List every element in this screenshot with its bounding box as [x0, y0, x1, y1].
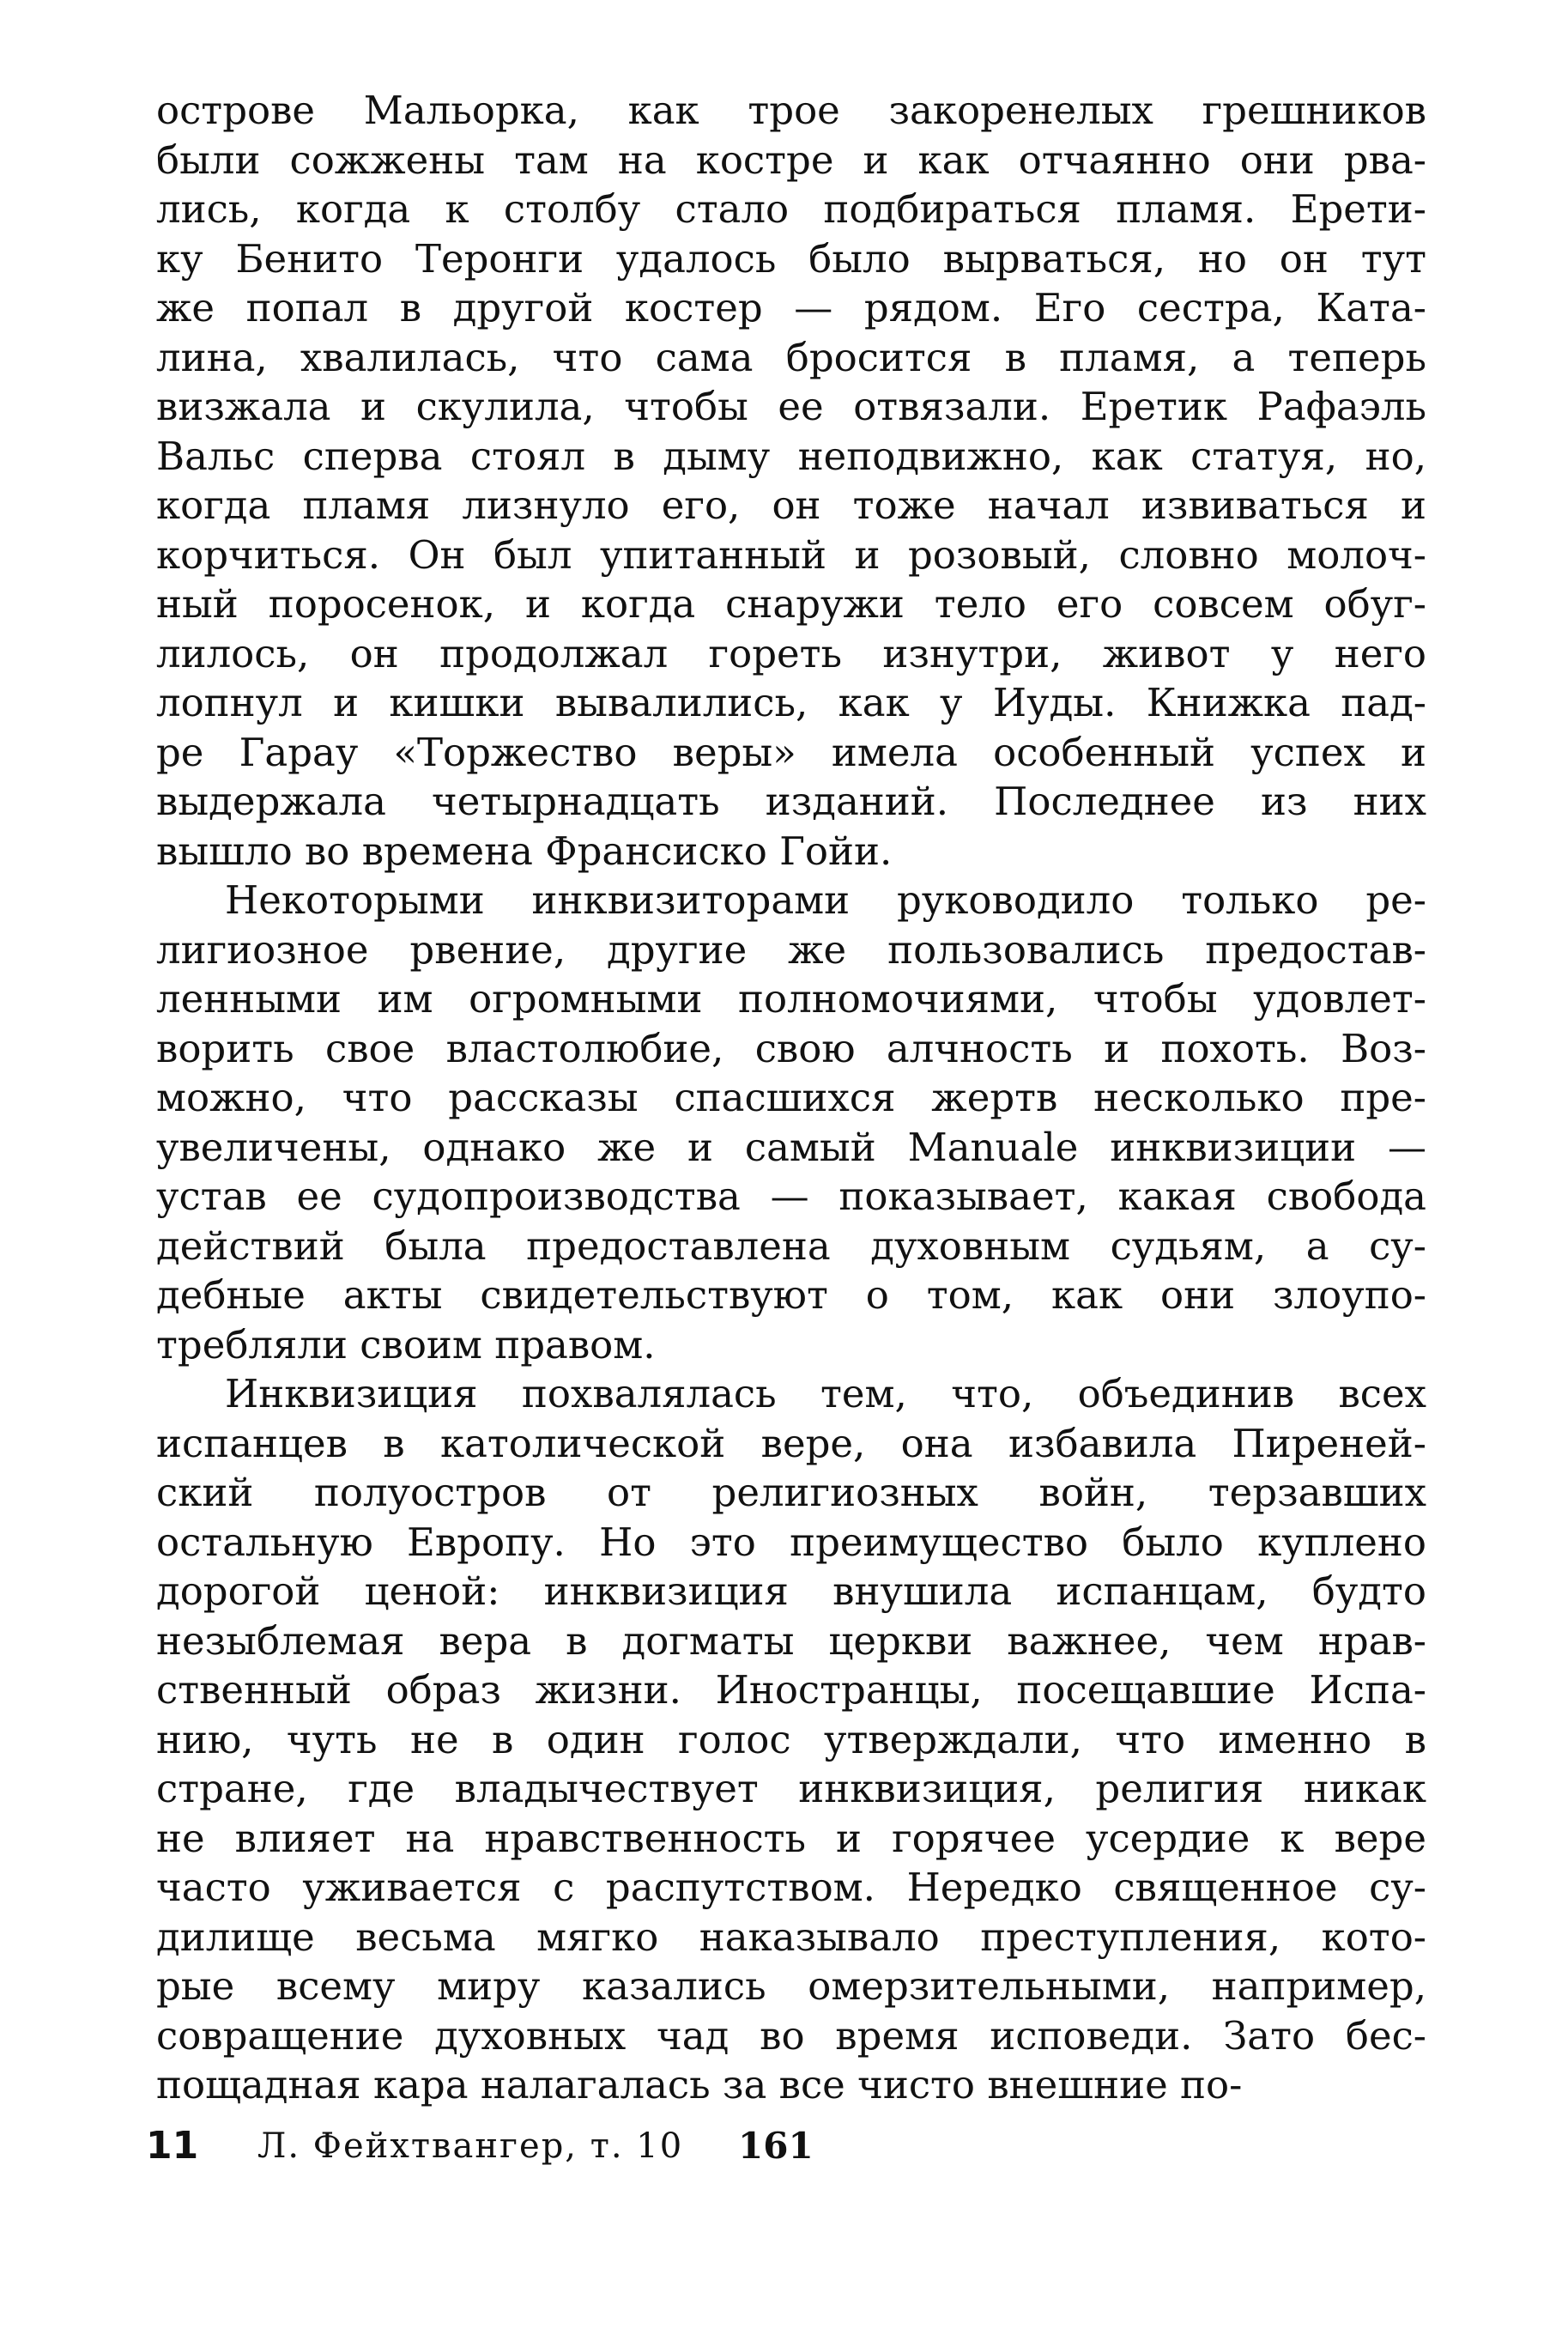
text-line: пощадная кара налагалась за все чисто внешние по-	[156, 2062, 1243, 2108]
text-line: ственный образ жизни. Иностранцы, посещавшие Испа-	[156, 1667, 1426, 1713]
text-line: испанцев в католической вере, она избавила Пиреней-	[156, 1420, 1426, 1466]
text-line: остальную Европу. Но это преимущество было куплено	[156, 1519, 1426, 1565]
text-line: когда пламя лизнуло его, он тоже начал извиваться и	[156, 482, 1426, 528]
text-line: часто уживается с распутством. Нередко священное су-	[156, 1865, 1426, 1910]
text-line: можно, что рассказы спасшихся жертв несколько пре-	[156, 1075, 1426, 1120]
text-line: ский полуостров от религиозных войн, терзавших	[156, 1470, 1426, 1515]
text-line: устав ее судопроизводства — показывает, какая свобода	[156, 1174, 1426, 1219]
text-line: лопнул и кишки вывалились, как у Иуды. Книжка пад-	[156, 680, 1426, 725]
signature-mark: 11	[146, 2124, 199, 2168]
text-line: ленными им огромными полномочиями, чтобы удовлет-	[156, 976, 1426, 1022]
paragraph	[156, 1369, 1426, 2110]
text-line: острове Мальорка, как трое закоренелых грешников	[156, 88, 1426, 133]
text-line: незыблемая вера в догматы церкви важнее, чем нрав-	[156, 1617, 1426, 1664]
text-line: ный поросенок, и когда снаружи тело его совсем обуг-	[156, 581, 1426, 627]
text-line: вышло во времена Франсиско Гойи.	[156, 828, 893, 874]
text-line: лигиозное рвение, другие же пользовались предостав-	[156, 926, 1426, 973]
text-line: Некоторыми инквизиторами руководило только ре-	[225, 877, 1426, 923]
text-line: лись, когда к столбу стало подбираться пламя. Ерети-	[156, 186, 1426, 232]
text-line: действий была предоставлена духовным судьям, а су-	[156, 1222, 1426, 1269]
page-number: 161	[738, 2125, 814, 2167]
footer-author-volume: Л. Фейхтвангер, т. 10	[257, 2126, 684, 2166]
text-line: визжала и скулила, чтобы ее отвязали. Еретик Рафаэль	[156, 384, 1426, 429]
text-line: ку Бенито Теронги удалось было вырваться, но он тут	[156, 235, 1426, 282]
text-line: же попал в другой костер — рядом. Его сестра, Ката-	[156, 285, 1426, 331]
text-line: дорогой ценой: инквизиция внушила испанцам, будто	[156, 1568, 1426, 1614]
text-line: нию, чуть не в один голос утверждали, что именно в	[156, 1716, 1426, 1762]
text-line: дебные акты свидетельствуют о том, как они злоупо-	[156, 1272, 1426, 1318]
text-line: Вальс сперва стоял в дыму неподвижно, как статуя, но,	[156, 433, 1426, 479]
text-line: были сожжены там на костре и как отчаянно они рва-	[156, 136, 1426, 183]
paragraph	[156, 86, 1426, 876]
text-line: рые всему миру казались омерзительными, например,	[156, 1963, 1426, 2009]
text-line: ворить свое властолюбие, свою алчность и похоть. Воз-	[156, 1025, 1426, 1071]
text-line: дилище весьма мягко наказывало преступления, кото-	[156, 1913, 1426, 1960]
text-line: выдержала четырнадцать изданий. Последнее из них	[156, 779, 1426, 824]
paragraph	[156, 876, 1426, 1369]
text-line: не влияет на нравственность и горячее усердие к вере	[156, 1815, 1426, 1861]
text-line: увеличены, однако же и самый Manuale инквизиции —	[156, 1124, 1426, 1170]
text-line: стране, где владычествует инквизиция, религия никак	[156, 1766, 1426, 1811]
text-line: лина, хвалилась, что сама бросится в пламя, а теперь	[156, 334, 1426, 380]
text-line: корчиться. Он был упитанный и розовый, словно молоч-	[156, 531, 1426, 578]
page-footer	[146, 2120, 1433, 2172]
text-line: требляли своим правом.	[156, 1321, 656, 1368]
text-line: ре Гарау «Торжество веры» имела особенный успех и	[156, 729, 1426, 775]
body-text	[156, 86, 1426, 2110]
text-line: лилось, он продолжал гореть изнутри, живот у него	[156, 630, 1426, 676]
text-line: совращение духовных чад во время исповеди. Зато бес-	[156, 2012, 1426, 2059]
text-line: Инквизиция похвалялась тем, что, объединив всех	[225, 1371, 1426, 1416]
